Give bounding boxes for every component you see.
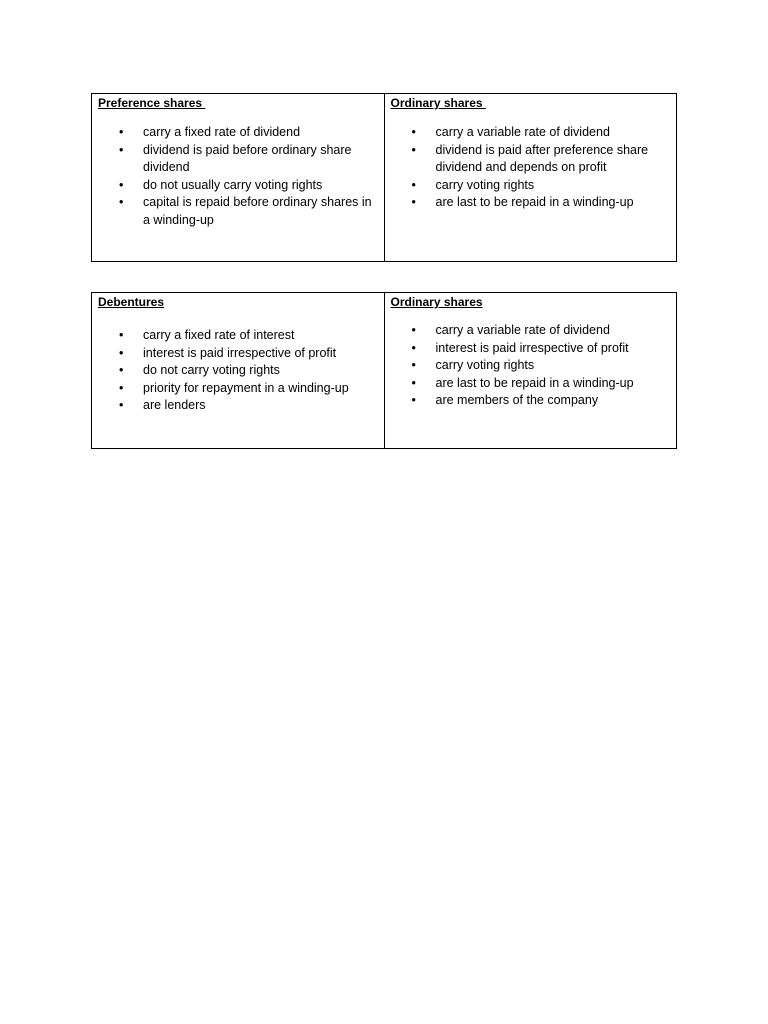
- list-item-text: capital is repaid before ordinary shares in a winding-up: [143, 195, 372, 227]
- preference-shares-cell: [92, 94, 385, 262]
- list-item-text: do not usually carry voting rights: [143, 177, 323, 192]
- list-item: [391, 194, 671, 212]
- list-item-text: carry a variable rate of dividend: [435, 125, 610, 139]
- list-item: [98, 345, 378, 363]
- list-item-text: are members of the company: [435, 393, 599, 407]
- list-item-text: are last to be repaid in a winding-up: [435, 195, 634, 209]
- list-item-text: dividend is paid after preference share dividend and depends on profit: [435, 142, 649, 174]
- bullet-icon: •: [119, 125, 124, 139]
- list-item: [391, 322, 671, 340]
- list-item: [98, 362, 378, 380]
- preference-shares-list: [98, 124, 378, 229]
- bullet-icon: •: [119, 398, 124, 412]
- ordinary-shares-list: [391, 124, 671, 212]
- list-item: [391, 392, 671, 410]
- ordinary-shares-cell: [384, 293, 677, 449]
- list-item-text: do not carry voting rights: [143, 363, 280, 377]
- bullet-icon: •: [119, 142, 124, 157]
- ordinary-shares-heading: Ordinary shares: [390, 295, 483, 309]
- bullet-icon: •: [411, 375, 416, 390]
- debentures-list: [98, 327, 378, 415]
- bullet-icon: •: [411, 195, 416, 209]
- bullet-icon: •: [119, 363, 124, 377]
- preference-shares-heading: Preference shares: [98, 96, 206, 110]
- list-item: [391, 177, 671, 195]
- list-item: [98, 124, 378, 142]
- list-item-text: interest is paid irrespective of profit: [143, 345, 337, 360]
- bullet-icon: •: [119, 195, 124, 209]
- debentures-cell: [92, 293, 385, 449]
- list-item: [391, 124, 671, 142]
- bullet-icon: •: [411, 393, 416, 407]
- ordinary-shares-heading: Ordinary shares: [390, 96, 486, 110]
- list-item: [391, 142, 671, 177]
- list-item-text: priority for repayment in a winding-up: [143, 380, 349, 395]
- list-item: [98, 380, 378, 398]
- list-item: [98, 142, 378, 177]
- bullet-icon: •: [119, 328, 124, 342]
- bullet-icon: •: [411, 340, 416, 355]
- bullet-icon: •: [119, 345, 124, 360]
- bullet-icon: •: [411, 358, 416, 372]
- list-item-text: carry voting rights: [435, 358, 535, 372]
- list-item: [98, 327, 378, 345]
- debentures-heading: Debentures: [98, 295, 165, 309]
- bullet-icon: •: [411, 125, 416, 139]
- ordinary-shares-cell: [384, 94, 677, 262]
- list-item-text: carry a fixed rate of dividend: [143, 125, 301, 139]
- list-item: [391, 340, 671, 358]
- ordinary-shares-list: [391, 322, 671, 410]
- table-row: [92, 293, 677, 449]
- list-item: [391, 375, 671, 393]
- list-item-text: carry a fixed rate of interest: [143, 328, 295, 342]
- list-item-text: carry a variable rate of dividend: [435, 323, 610, 337]
- bullet-icon: •: [119, 380, 124, 395]
- list-item: [98, 397, 378, 415]
- list-item-text: are last to be repaid in a winding-up: [435, 375, 634, 390]
- list-item-text: dividend is paid before ordinary share dividend: [143, 142, 352, 174]
- debentures-vs-ordinary-table: [91, 292, 677, 449]
- bullet-icon: •: [411, 177, 416, 192]
- list-item: [98, 177, 378, 195]
- table-row: [92, 94, 677, 262]
- bullet-icon: •: [119, 177, 124, 192]
- list-item: [98, 194, 378, 229]
- bullet-icon: •: [411, 323, 416, 337]
- bullet-icon: •: [411, 142, 416, 157]
- list-item-text: interest is paid irrespective of profit: [435, 340, 629, 355]
- list-item-text: are lenders: [143, 398, 206, 412]
- list-item-text: carry voting rights: [435, 177, 535, 192]
- list-item: [391, 357, 671, 375]
- preference-vs-ordinary-table: [91, 93, 677, 262]
